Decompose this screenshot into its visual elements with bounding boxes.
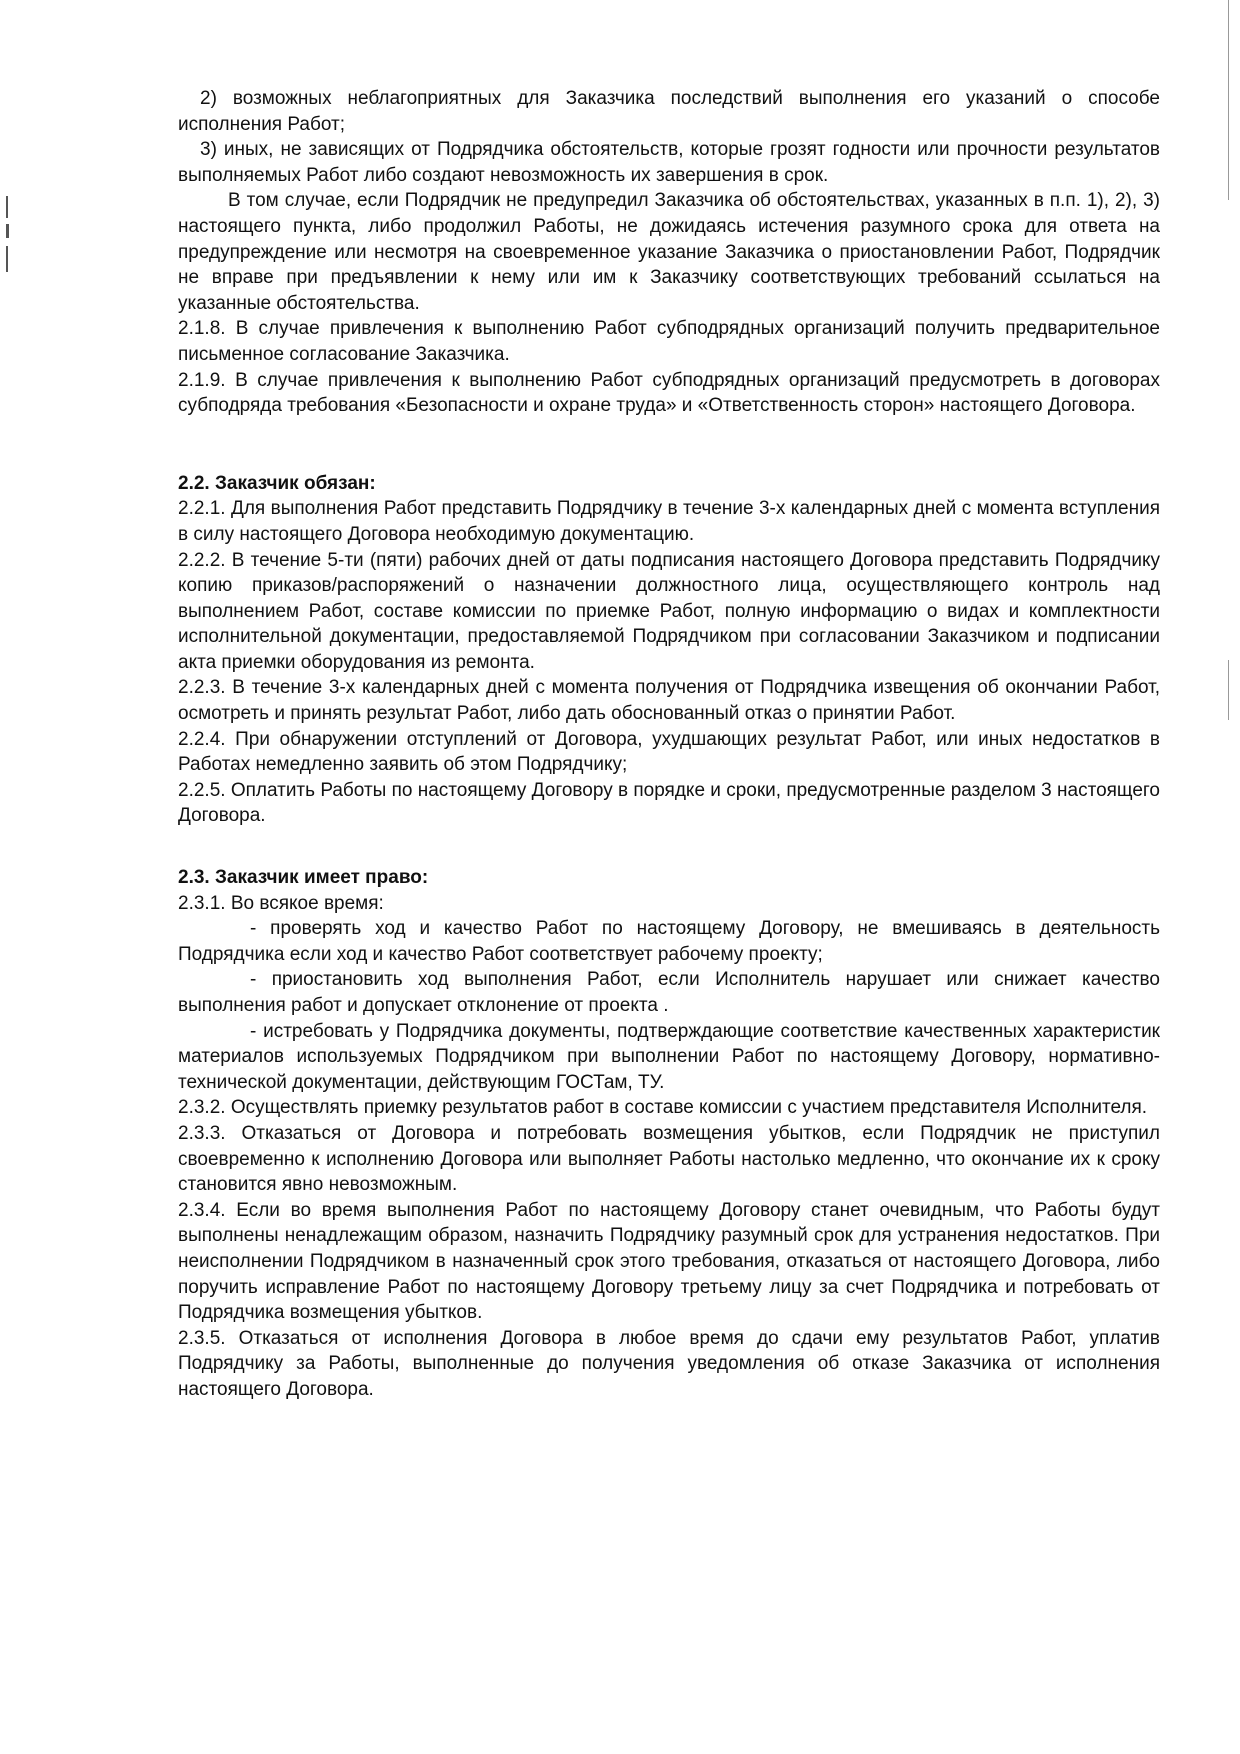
paragraph-case: В том случае, если Подрядчик не предупредил Заказчика об обстоятельствах, указанных в п.п. 1), 2), 3) настоящего пункта, либо продолжил Работы, не дожидаясь истечения разумного срока для ответа на предупреждение или несмотря на своевременное указание Заказчика о приостановлении Работ, Подрядчик не вправе при предъявлении к нему или им к Заказчику соответствующих требований ссылаться на указанные обстоятельства. (178, 190, 1160, 314)
dash-item-2: - приостановить ход выполнения Работ, если Исполнитель нарушает или снижает качество выполнения работ и допускает отклонение от проекта . (178, 969, 1160, 1016)
paragraph-item-2: 2) возможных неблагоприятных для Заказчика последствий выполнения его указаний о способе исполнения Работ; (178, 88, 1160, 135)
section-gap (178, 829, 1160, 865)
paragraph-2-3-1: 2.3.1. Во всякое время: (178, 892, 384, 914)
paragraph-2-3-2: 2.3.2. Осуществлять приемку результатов работ в составе комиссии с участием представителя Исполнителя. (178, 1097, 1148, 1119)
scan-mark-right-2 (1228, 660, 1229, 720)
section-heading-2-3: 2.3. Заказчик имеет право: (178, 867, 429, 889)
paragraph-2-3-5: 2.3.5. Отказаться от исполнения Договора в любое время до сдачи ему результатов Работ, уплатив Подрядчику за Работы, выполненные до получения уведомления об отказе Заказчика от исполнения настоящего Договора. (178, 1327, 1160, 1400)
dash-item-1: - проверять ход и качество Работ по настоящему Договору, не вмешиваясь в деятельность Подрядчика если ход и качество Работ соответствует рабочему проекту; (178, 918, 1160, 965)
dash-item-3: - истребовать у Подрядчика документы, подтверждающие соответствие качественных характеристик материалов используемых Подрядчиком при выполнении Работ по настоящему Договору, нормативно-технической документации, действующим ГОСТам, ТУ. (178, 1020, 1160, 1093)
paragraph-2-2-3: 2.2.3. В течение 3-х календарных дней с момента получения от Подрядчика извещения об окончании Работ, осмотреть и принять результат Работ, либо дать обоснованный отказ о принятии Работ. (178, 677, 1160, 725)
paragraph-item-3: 3) иных, не зависящих от Подрядчика обстоятельств, которые грозят годности или прочности результатов выполняемых Работ либо создают невозможность их завершения в срок. (178, 139, 1160, 186)
paragraph-2-3-3: 2.3.3. Отказаться от Договора и потребовать возмещения убытков, если Подрядчик не приступил своевременно к исполнению Договора или выполняет Работы настолько медленно, что окончание их к сроку становится явно невозможным. (178, 1122, 1160, 1196)
section-heading-2-2: 2.2. Заказчик обязан: (178, 472, 376, 494)
scan-mark-left-3 (6, 246, 8, 272)
section-gap (178, 419, 1160, 471)
paragraph-2-3-4: 2.3.4. Если во время выполнения Работ по настоящему Договору станет очевидным, что Работы будут выполнены ненадлежащим образом, назначить Подрядчику разумный срок для устранения недостатков. При неисполнении Подрядчиком в назначенный срок этого требования, отказаться от настоящего Договора, либо поручить исправление Работ по настоящему Договору третьему лицу за счет Подрядчика и потребовать от Подрядчика возмещения убытков. (178, 1199, 1160, 1324)
paragraph-2-1-9: 2.1.9. В случае привлечения к выполнению Работ субподрядных организаций предусмотреть в договорах субподряда требования «Безопасности и охране труда» и «Ответственность сторон» настоящего Договора. (178, 369, 1160, 417)
paragraph-2-2-1: 2.2.1. Для выполнения Работ представить Подрядчику в течение 3-х календарных дней с момента вступления в силу настоящего Договора необходимую документацию. (178, 498, 1160, 545)
scan-mark-right-1 (1228, 0, 1229, 200)
document-page (178, 86, 1160, 1403)
paragraph-2-2-4: 2.2.4. При обнаружении отступлений от Договора, ухудшающих результат Работ, или иных недостатков в Работах немедленно заявить об этом Подрядчику; (178, 728, 1160, 776)
paragraph-2-1-8: 2.1.8. В случае привлечения к выполнению Работ субподрядных организаций получить предварительное письменное согласование Заказчика. (178, 318, 1160, 365)
scan-mark-left-2 (6, 224, 9, 238)
scan-mark-left-1 (6, 196, 8, 218)
paragraph-2-2-2: 2.2.2. В течение 5-ти (пяти) рабочих дней от даты подписания настоящего Договора представить Подрядчику копию приказов/распоряжений о назначении должностного лица, осуществляющего контроль над выполнением Работ, составе комиссии по приемке Работ, полную информацию о видах и комплектности исполнительной документации, предоставляемой Подрядчиком при согласовании Заказчиком и подписании акта приемки оборудования из ремонта. (178, 549, 1160, 673)
paragraph-2-2-5: 2.2.5. Оплатить Работы по настоящему Договору в порядке и сроки, предусмотренные разделом 3 настоящего Договора. (178, 779, 1160, 827)
